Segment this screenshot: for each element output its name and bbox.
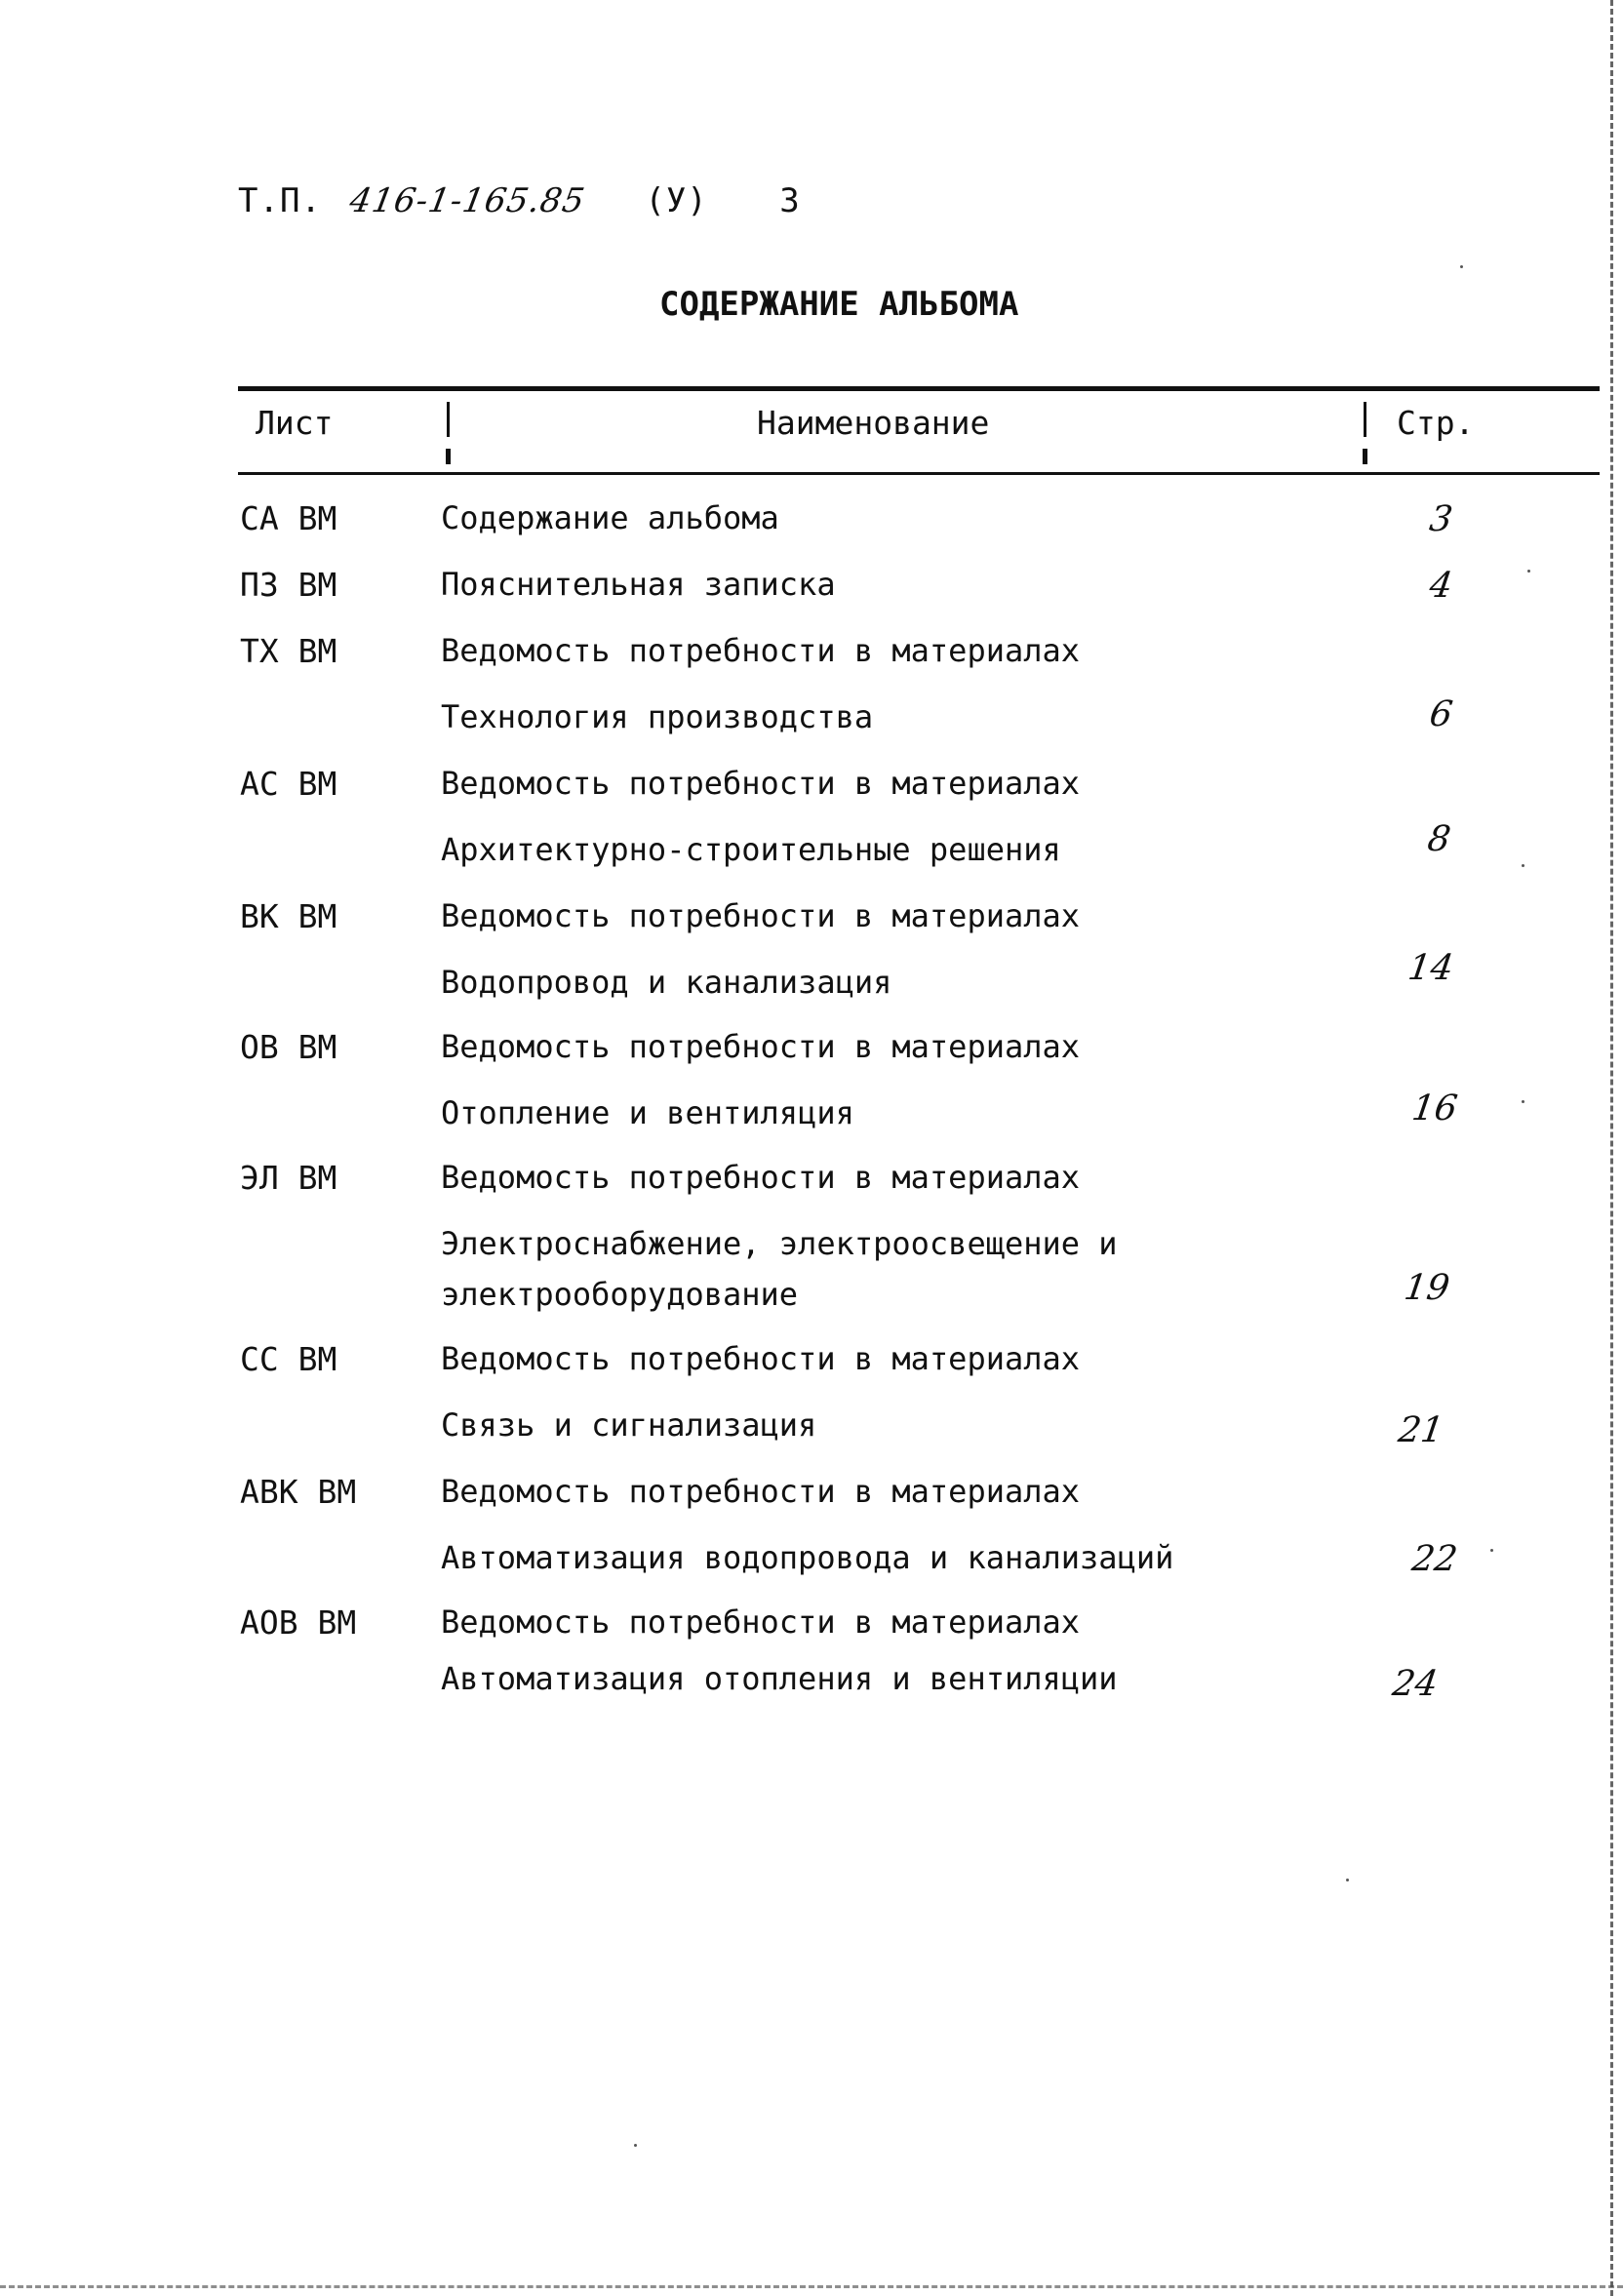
column-separator — [445, 402, 453, 466]
entry-page-number: 14 — [1405, 948, 1456, 988]
sheet-code: АС ВМ — [240, 765, 337, 803]
entry-page-number: 16 — [1409, 1089, 1460, 1128]
entry-title-line: Связь и сигнализация — [441, 1406, 817, 1444]
scan-speck — [1346, 1879, 1349, 1881]
sheet-code: АОВ ВМ — [240, 1603, 357, 1642]
entry-title-line: Ведомость потребности в материалах — [441, 632, 1081, 669]
entry-title-line: Технология производства — [441, 698, 874, 735]
scan-speck — [1490, 1549, 1493, 1552]
sheet-code: ЭЛ ВМ — [240, 1159, 337, 1197]
entry-title-line: Водопровод и канализация — [441, 964, 892, 1001]
column-header-page: Стр. — [1397, 404, 1475, 442]
entry-title-line: Ведомость потребности в материалах — [441, 765, 1081, 802]
entry-title-line: электрооборудование — [441, 1276, 799, 1313]
sheet-code: ПЗ ВМ — [240, 566, 337, 604]
sheet-code: СА ВМ — [240, 499, 337, 537]
table-header-rule — [238, 472, 1600, 475]
entry-page-number: 8 — [1425, 819, 1453, 859]
column-separator — [1362, 402, 1369, 466]
header-prefix: Т.П. — [238, 181, 322, 220]
sheet-code: ВК ВМ — [240, 897, 337, 935]
entry-page-number: 4 — [1427, 566, 1455, 606]
entry-title-line: Ведомость потребности в материалах — [441, 1159, 1081, 1196]
handwritten-project-number: 416-1-165.85 — [346, 181, 589, 220]
sheet-code: ОВ ВМ — [240, 1028, 337, 1066]
scan-speck — [1522, 864, 1524, 867]
scan-edge-bottom — [0, 2285, 1623, 2288]
entry-title-line: Пояснительная записка — [441, 566, 836, 603]
entry-title-line: Ведомость потребности в материалах — [441, 1340, 1081, 1377]
entry-title-line: Содержание альбома — [441, 499, 779, 536]
entry-title-line: Ведомость потребности в материалах — [441, 1028, 1081, 1065]
entry-page-number: 21 — [1396, 1410, 1446, 1450]
entry-title-line: Автоматизация водопровода и канализаций — [441, 1539, 1174, 1576]
column-header-name: Наименование — [757, 404, 990, 442]
page-title: СОДЕРЖАНИЕ АЛЬБОМА — [659, 285, 1019, 324]
sheet-code: ТХ ВМ — [240, 632, 337, 670]
entry-title-line: Ведомость потребности в материалах — [441, 897, 1081, 934]
entry-title-line: Архитектурно-строительные решения — [441, 831, 1061, 868]
entry-title-line: Автоматизация отопления и вентиляции — [441, 1660, 1118, 1697]
entry-page-number: 24 — [1390, 1664, 1441, 1704]
entry-title-line: Отопление и вентиляция — [441, 1094, 854, 1131]
entry-page-number: 3 — [1427, 499, 1455, 539]
scan-speck — [1460, 265, 1463, 268]
header-mark: (У) — [645, 181, 708, 220]
scan-speck — [1527, 570, 1530, 573]
sheet-code: СС ВМ — [240, 1340, 337, 1378]
scan-edge-right — [1610, 0, 1617, 2296]
entry-page-number: 6 — [1427, 694, 1455, 734]
document-header — [238, 181, 801, 220]
entry-title-line: Электроснабжение, электроосвещение и — [441, 1225, 1118, 1262]
sheet-code: АВК ВМ — [240, 1473, 357, 1511]
entry-title-line: Ведомость потребности в материалах — [441, 1603, 1081, 1641]
entry-page-number: 19 — [1402, 1268, 1452, 1308]
scan-speck — [634, 2144, 637, 2147]
table-top-rule — [238, 386, 1600, 391]
entry-page-number: 22 — [1409, 1539, 1460, 1579]
scan-speck — [1522, 1100, 1524, 1103]
column-header-sheet: Лист — [256, 404, 334, 442]
header-page-number: 3 — [779, 181, 801, 220]
entry-title-line: Ведомость потребности в материалах — [441, 1473, 1081, 1510]
